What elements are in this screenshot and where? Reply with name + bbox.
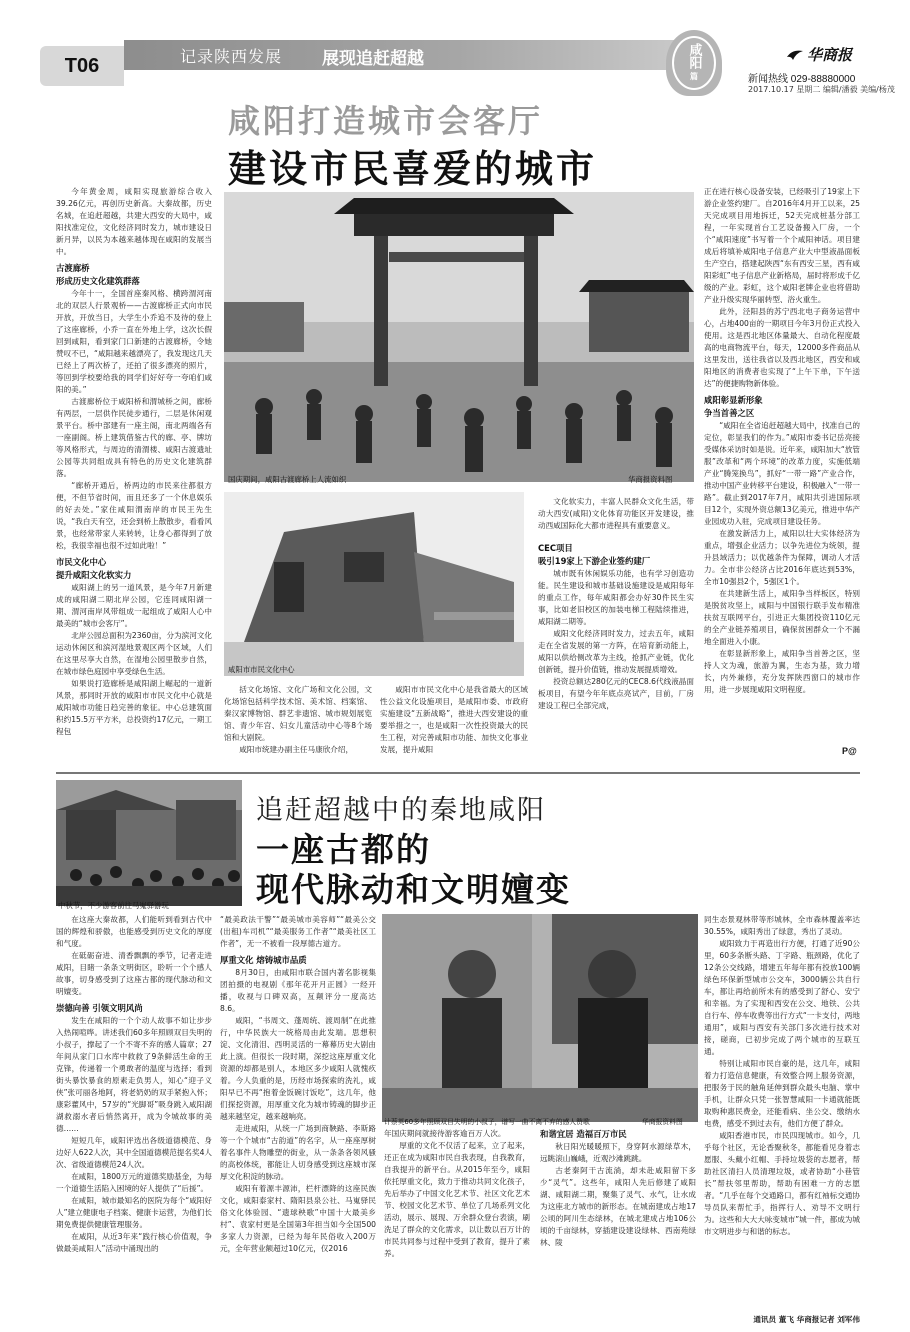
story2-paragraph: 秋日阳光暖暖照下，身穿阿水源绿草木，远眺滚山巍峨，近观沙滩跳跳。 — [540, 1142, 696, 1163]
elderly-siblings-illustration — [382, 914, 698, 1122]
section-subtitle: 展现追赶超越 — [322, 49, 424, 69]
story1-paragraph: 如果说打造廊桥是咸阳湖上崛起的一道新风景，那同时开放的咸阳市市民文化中心就是咸阳城市功能日趋完善的象征。中心总建筑面积约15.5万平方米，总投资约17亿元，一期工程包 — [56, 679, 212, 736]
story2-subhead-1: 崇德向善 引领文明风尚 — [56, 1003, 143, 1013]
story1-paragraph: 投资总额达280亿元的CEC8.6代线液晶面板项目，有望今年年底点亮试产，目前，厂房建设工程已全部完成， — [538, 677, 694, 710]
story1-subhead-3b: 吸引19家上下游企业签约建厂 — [538, 556, 651, 566]
story1-column-4 — [704, 186, 860, 746]
story1-column-3 — [538, 496, 694, 764]
story2-paragraph: 在咸阳，城市最知名的医院为每个“咸阳好人”建立健康电子档案、健康卡运营，为他们长期免费提供健康管理服务。 — [56, 1196, 212, 1229]
story2-column-2 — [220, 914, 376, 1328]
story2-paragraph: 发生在咸阳的一个个动人故事不如让步步入热闹喧哗。讲述我们60多年照顾双目失明的小叔子，撑起了一个不寄不弃的感人篇章；27年间从家门口水库中救救了9条鲜活生命的王克锋，传递着一个勇敢者的温度与选择；看到街头暴饮暴食的原素走负男人，知心“迎子义侠”张可丽各地阿，将老奶奶的双手紧抱入怀；康彩藿风中，57岁的“光脚哥”吸身跳入咸阳湖湖救溺水者后悄然离开，成为令城故事的美德…… — [56, 1016, 212, 1133]
story1-mid-column-a — [224, 684, 372, 764]
culture-center-illustration — [224, 492, 524, 676]
story2-paragraph: 在这座大秦故都，人们能听到看到古代中国的辉煌和骄傲，也能感受到历史文化的厚度和气度。 — [56, 915, 212, 948]
story1-headline-line1: 咸阳打造城市会客厅 — [228, 102, 544, 140]
story1-paragraph: “廊桥开通后，桥两边的市民来往都很方便，不但节省时间，而且还多了一个休息娱乐的好去处。”家住咸阳渭南岸的市民王先生说，“我白天有空，还会到桥上散散步，看看风景，也经常带家人来转转，让身心都得到了放松，我很幸福也很不过如此啦！” — [56, 481, 212, 550]
photo1-caption: 国庆期间，咸阳古渡廊桥上人流如织 — [228, 475, 347, 484]
story1-paragraph: 古渡廊桥位于咸阳桥和渭城桥之间，廊桥有两层，一层供作民徒步通行，二层是休闲观景平台。桥中部建有一座主阁，南北两端各有一座副阁。桥上建筑借鉴古代的廊、亭、牌坊等风格形式，与周边的清渭楼、咸阳古渡遗址公园等共同组成具有特色的历史文化建筑群落。 — [56, 397, 212, 478]
story1-paragraph: 在激发新活力上，咸阳以壮大实体经济为重点，增强企业活力；以争先进位为统领，提升县域活力；以优越条件为保障，调动人才活力。全市非公经济占比2016年底达到53%，全市10强县2个，5强区1个。 — [704, 529, 860, 586]
story1-paragraph: 文化软实力，丰富人民群众文化生活，带动大西安(咸阳)文化体育功能区开发建设，推动西咸国际化大都市进程具有重要意义。 — [538, 497, 694, 530]
story2-paragraph: 在咸阳，1800万元的道德奖励基金，为每一个道德生活陷入困境的好人提供了“后援”。 — [56, 1172, 212, 1193]
story2-byline: 通讯员 董飞 华商报记者 刘军伟 — [753, 1315, 860, 1324]
story2-paragraph: 8月30日，由咸阳市联合国内著名影视集团拍摄的电视剧《那年花开月正圆》一经开播，收视与口碑双高，亙颠评分一度高达8.6。 — [220, 968, 376, 1013]
photo-elderly-siblings — [382, 914, 698, 1122]
story1-subhead-1b: 形成历史文化建筑群落 — [56, 276, 140, 286]
story2-paragraph: 古老秦阿干古流淌，却未赴咸阳留下多少“灵气”。这些年，咸阳人先后修建了咸阳湖、咸阳湖二期，聚集了灵气、水气，让水成为这座北方城市的新形态。在城南建成占地17公顷的阿川生态绿林，在城北建成占地106公顷的千亩绿林，穿插建设建设绿林、西南苑绿林、陵 — [540, 1166, 696, 1247]
story2-title-line3: 现代脉动和文明嬗变 — [256, 870, 571, 909]
story2-title-line1: 追赶超越中的秦地咸阳 — [256, 795, 546, 826]
page-number-tag: T06 — [40, 46, 124, 86]
story1-headline-line2: 建设市民喜爱的城市 — [228, 147, 598, 191]
pr-mark: P@ — [842, 746, 857, 756]
city-badge-suffix: 篇 — [690, 70, 698, 81]
story2-subhead-3: 和谐宜居 造福百万市民 — [540, 1129, 627, 1139]
story1-mid-column-b — [380, 684, 528, 764]
story2-subhead-2: 厚重文化 熔铸城市品质 — [220, 955, 307, 965]
story1-paragraph: 在共建新生活上，咸阳争当样板区，特别是脱贫攻坚上，咸阳与中国银行联手发布精准扶贫互联网平台，引进正大集团投资110亿元的全产业链养殖项目，确保贫困群众一个不漏地全面进入小康。 — [704, 589, 860, 646]
issue-dateline: 2017.10.17 星期二 编辑/潘毅 美编/杨茂 — [748, 85, 895, 94]
ancient-bridge-illustration — [224, 192, 694, 482]
story1-paragraph: 城市既有休闲娱乐功能，也有学习创造功能。民生建设和城市基础设施建设是咸阳每年的重点工作，每年咸阳都会办好30件民生实事，比如老旧校区的加装电梯工程陆续推进，咸阳湖二期等。 — [538, 569, 694, 626]
story2-title-line2: 一座古都的 — [256, 830, 431, 869]
story2-paragraph: 咸阳致力于再造出行方便，打通了近90公里，60多条断头路、丁字路、瓶颈路，优化了12条公交线路，增建五年每年都有投放100辆绿色环保新型城市公交车，3000辆公共自行车，都让再给前所未有的感受到了舒心、安宁和幸福。为了实现和西安在公交、地铁、公共自行车、停车收费等出行方式“一卡支付，两地通用”，咸阳与西安有关部门多次进行技术对接，磋商，已初步完成了两个城市的互联互通。 — [704, 939, 860, 1056]
story2-paragraph: 短短几年，咸阳评选出各级道德模范、身边好人622人次，其中全国道德模范提名奖4人次、省级道德模范24人次。 — [56, 1136, 212, 1169]
story1-paragraph: 今年十一，全国首座秦风格、横跨渭河南北的双层人行景观桥——古渡廊桥正式向市民开放，开放当日，大学生小乔追不及待的登上了这座廊桥，小乔一直在外地上学，这次长假回到咸阳，看到家门口新建的古渡廊桥，令她赞叹不已，“咸阳越来越漂亮了，我发现这几天已经上了两次桥了，还拍了很多漂亮的照片，等回到学校要给我的同学们好好夸一夸咱们咸阳的美。” — [56, 289, 212, 394]
photo4-caption: 计萘英60多年照顾双目失明的小叔子，谱写一曲不离不弃的感人赞歌 — [384, 1118, 590, 1126]
story1-paragraph: 北岸公园总面积为2360亩，分为滨河文化运动休闲区和滨河湿地景观区两个区域，人们在这里尽享大自然，在湿地公园里散步自然，在城市绿色庭园中享受绿色生活。 — [56, 631, 212, 676]
story1-paragraph: 在彰显新形象上，咸阳争当首善之区，坚持人文为魂，旅游为翼，生态为基，致力增长，内外兼修，充分发挥陕西窗口的城市作用，进一步展现咸阳文明程度。 — [704, 649, 860, 694]
news-hotline: 新闻热线 029-88880000 — [748, 74, 856, 85]
story2-paragraph: “最美政法干警”“最美城市美容师”“最美公交(出租)车司机”“最美服务工作者”“最美社区工作者”，无一不被看一段厚德古道方。 — [220, 915, 376, 948]
story2-paragraph: 咸阳有着源丰源沛，栏杆漂降的这座民族文化，咸阳泰家村、隋阳县泉公社、马嵬驿民俗文化体验园、“遗球秧歌”中国十大最美乡村”、袁家村更是全国第3年担当如今全国500多家人力资源，已经为每年民俗收入200万元，全年营业额超过10亿元，仅2016 — [220, 1184, 376, 1253]
story1-intro: 今年黄金周，咸阳实现旅游综合收入39.26亿元，再创历史新高。大秦故都，历史名城，在追赶超越，共建大西安的大局中，咸阳找准定位，文化经济同时发力，城市建设日新月异，以民为本越来越体现在咸阳的发展当中。 — [56, 187, 212, 256]
newspaper-logo-text: 华商报 — [807, 46, 853, 64]
story1-paragraph: “咸阳在全省追赶超越大局中，找准自己的定位，彰显我们的作为。”咸阳市委书记岳亮接受媒体采访时如是说。近年来，咸阳加大“放管服”改革和“两个环境”的改革力度，实施低端产业“腾笼换鸟”，抓好“一带一路”产业合作，推动中国产业转移平台建设，积极融入“一带一路”。截止到2017年7月，咸阳共引进国际项目12个，实现外资总额13亿美元，推进中华产业园成功入驻，完成项目建设任务。 — [704, 421, 860, 526]
story1-subhead-3a: CEC项目 — [538, 543, 573, 553]
city-badge-name: 咸阳 — [686, 42, 702, 69]
photo-old-town-crowd — [56, 780, 242, 906]
story1-paragraph: 咸阳市统建办副主任马康欣介绍， — [239, 745, 354, 754]
story2-paragraph: 走进咸阳，从统一广场到商鞅路、李斯路等一个个城市“古韵道”的名字，从一座座厚树着名事件人物雕塑的街业，从一条条各领风骚的高校体统，都能让人切身感受到这座城市深厚文化积淀的脉动。 — [220, 1124, 376, 1181]
story1-paragraph: 正在进行核心设备安装，已经吸引了19家上下游企业签约建厂。自2016年4月开工以来，25天完成项目用地拆迁，52天完成桩基分部工程，一年实现首台工艺设备搬入厂房，一个个“咸阳速度”书写着一个个咸阳神话。项目建成后将填补咸阳电子信息产业大中型液晶面板生产空白，搭建起陕西“东有西安三星，西有咸阳彩虹”电子信息产业新格局，届时将形成千亿级的产业。彩虹，这个咸阳老牌企业也将借助产业升级实现华丽转型、浴火重生。 — [704, 187, 860, 304]
story1-paragraph: 括文化场馆、文化广场和文化公园，文化场馆包括科学技术馆、美术馆、档案馆、秦汉家博物馆、群艺非遗馆、城市规划展览馆、青少年宫、妇女儿童活动中心等8个场馆和大剧院。 — [224, 685, 372, 742]
story1-paragraph: 咸阳湖上的另一道风景，是今年7月新建成的咸阳湖二期北岸公园，它连同咸阳湖一期、渭河南岸风带组成一起组成了咸阳人心中最美的“城市会客厅”。 — [56, 583, 212, 628]
story1-subhead-4b: 争当首善之区 — [704, 408, 755, 418]
city-badge — [666, 30, 722, 96]
story2-column-3-right — [540, 1128, 696, 1328]
photo4-credit: 华商报资料图 — [642, 1118, 683, 1126]
story1-paragraph: 咸阳市市民文化中心是我省最大的区域性公益文化设施项目，是咸阳市委、市政府实施建设“五新战略”，推进大西安建设的重要举措之一，也是咸阳一次性投资最大的民生工程，对完善咸阳市功能、加快文化事业发展，提升咸阳 — [380, 685, 528, 754]
old-town-crowd-illustration — [56, 780, 242, 906]
story1-subhead-4a: 咸阳彰显新形象 — [704, 395, 763, 405]
photo1-credit: 华商报资料图 — [628, 475, 673, 484]
story1-subhead-2a: 市民文化中心 — [56, 557, 107, 567]
section-divider — [56, 772, 860, 774]
story2-paragraph: 在咸阳，从近3年来“践行核心价值观，争做最美咸阳人”活动中涌现出的 — [56, 1232, 212, 1253]
story2-paragraph: 咸阳，“书周文、蓬周统、渡周制”在此推行，中华民族大一统格局由此发端。思想积淀、文化清泪、西明灵活的一幕幕历史大剧由此上演。但很长一段时期，深挖这座厚重文化资源的却都是别人，本地区多少咸阳人就愧疚着。今人负重的是，历经市场探索的洗礼，咸阳早已不再“抱着金饭碗讨饭吃”，这几年，他们探挖资源，用厚重文化为城市铸魂的脚步正越来越坚定，越来越响亮。 — [220, 1016, 376, 1121]
story2-paragraph: 咸阳香港市民，市民四现城市。如今，几乎每个社区，无论香聚秋冬，都能看见身着志愿服、头戴小红帽、手持垃圾袋的志愿者，帮助社区清扫人员清理垃圾，或者协助“小巷管长”帮扶邻里帮助，帮助有困难一方的志愿者。“几乎在每个交通路口，都有红袖标交通协导员队来帮忙手，指挥行人、劝导不文明行为。这些和大大大咏变城市”城一件，都成为城市文明进步与和谐的标志。 — [704, 1131, 860, 1236]
story2-column-1 — [56, 914, 212, 1328]
story1-paragraph: 咸阳文化经济同时发力，过去五年，咸阳走在全省发展的第一方阵，在培育新动能上，咸阳以供给侧改革为主线，抢抓产业链，优化创新链，提升价值链，推动发展提质增效。 — [538, 629, 694, 674]
story1-subhead-1a: 古渡廊桥 — [56, 263, 90, 273]
story1-subhead-2b: 提升咸阳文化软实力 — [56, 570, 132, 580]
photo-ancient-bridge — [224, 192, 694, 482]
story2-column-4 — [704, 914, 860, 1314]
logo-bird-icon — [786, 48, 804, 62]
photo2-caption: 咸阳市市民文化中心 — [228, 665, 295, 674]
story2-paragraph: 在砥砺奋进、清香飘飘的季节，记者走进咸阳，目睹一条条文明街区，聆听一个个感人故事，切身感受到了这座古都的现代脉动和文明嬗变。 — [56, 951, 212, 996]
newspaper-logo — [786, 44, 852, 65]
section-title: 记录陕西发展 — [180, 47, 283, 66]
story2-paragraph: 同生态景观林带等形城林，全市森林覆盖率达30.55%，咸阳秀出了绿意，秀出了灵动。 — [704, 915, 860, 936]
story2-paragraph: 年国庆期间就接待游客逾百万人次。 — [384, 1129, 506, 1138]
story2-column-3-left — [384, 1128, 530, 1328]
story1-column-1 — [56, 186, 212, 764]
photo-culture-center — [224, 492, 524, 676]
photo3-caption: 中秋节，不少游客前往马嵬驿游玩 — [58, 901, 169, 910]
story1-paragraph: 此外，泾阳县的苏宁西北电子商务运营中心，占地400亩的一期项目今年3月份正式投入使用。这是西北地区体量最大、自动化程度最高的电商物流平台，每天，12000多件商品从这里发出，送往我省以及西北地区，西安和咸阳地区的消费者也实现了“上午下单，下午送达”的便捷购物新体验。 — [704, 307, 860, 388]
story2-paragraph: 特别让咸阳市民自豪的是，这几年，咸阳着力打造信息健康，有效整合网上服务资源，把服务于民的触角延伸到群众最头电脑、掌中手机，让群众只凭一张智慧咸阳一卡通就能既取购种惠民费金，还能看病、坐公交、缴纳水电费，感受不到过去有，他们方便了群众。 — [704, 1059, 860, 1128]
story2-paragraph: 厚重的文化不仅活了起来，立了起来，还正在成为咸阳市民自我表现，自我教育，自我提升的新平台。从2015年至今，咸阳依托厚重文化，致力于推动共同文化孩子，先后举办了中国文化艺术节、社区文化艺术节、校园文化艺术节、单位了几场系列文化活动，展示、展现、万余群众登台表演，刷洗足了群众的文化需求，以让数以百万计的市民共同参与过程中受到了教育，提升了素养。 — [384, 1141, 530, 1258]
